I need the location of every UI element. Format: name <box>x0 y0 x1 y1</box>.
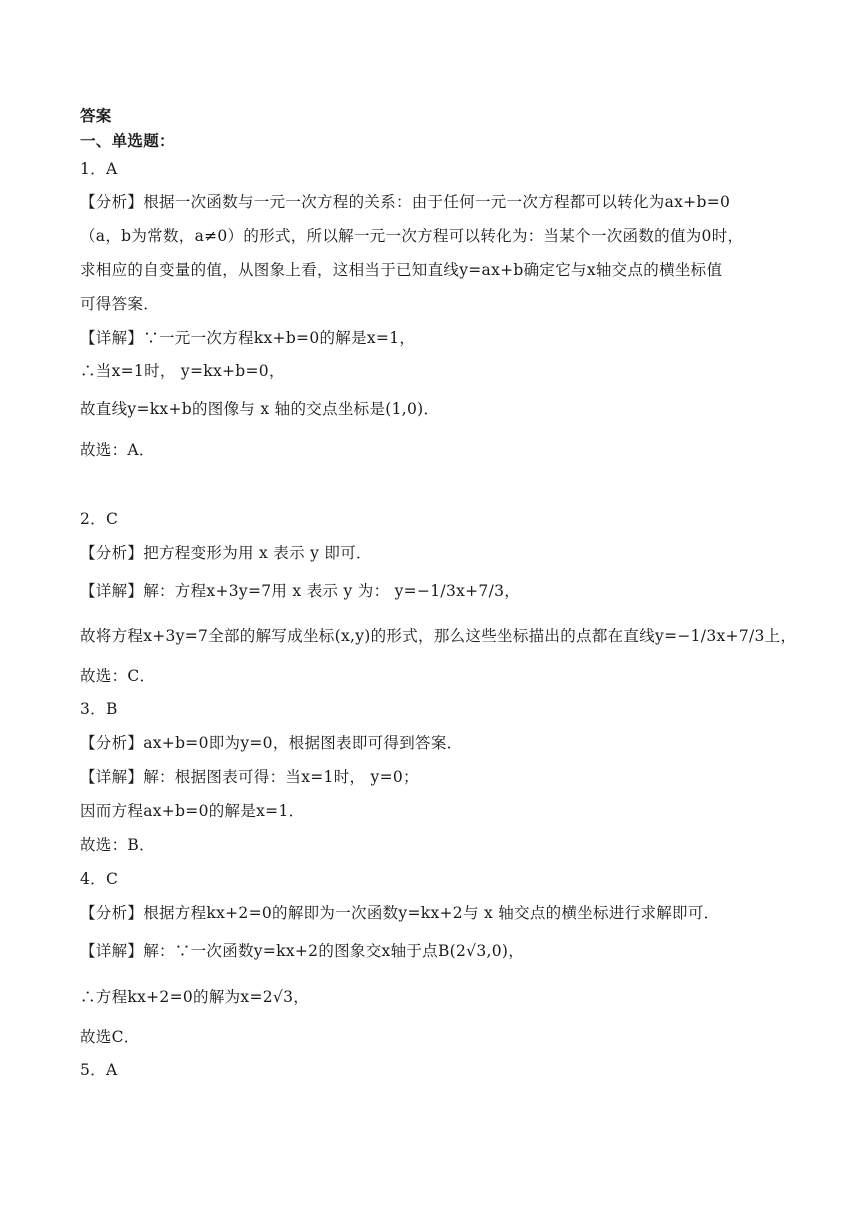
answer-1-label: 1．A <box>80 160 118 178</box>
answer-1-analysis-line-3: 求相应的自变量的值，从图象上看，这相当于已知直线y=ax+b确定它与x轴交点的横坐标值 <box>80 261 723 279</box>
answer-1-analysis-line-1: 【分析】根据一次函数与一元一次方程的关系：由于任何一元一次方程都可以转化为ax+b=0 <box>80 193 731 211</box>
answer-2-detail-line-1: 【详解】解：方程x+3y=7用 x 表示 y 为： y=−1/3x+7/3， <box>80 582 521 600</box>
answer-4-detail-line-2: ∴方程kx+2=0的解为x=2√3， <box>80 988 310 1006</box>
answer-1-analysis-line-2: （a，b为常数，a≠0）的形式，所以解一元一次方程可以转化为：当某个一次函数的值为0时， <box>80 227 744 245</box>
answer-4-detail-line-1: 【详解】解：∵一次函数y=kx+2的图象交x轴于点B(2√3,0)， <box>80 942 525 960</box>
answer-3-detail-line-2: 因而方程ax+b=0的解是x=1． <box>80 802 305 820</box>
answer-3-detail-line-1: 【详解】解：根据图表可得：当x=1时， y=0； <box>80 768 419 786</box>
answer-4-analysis: 【分析】根据方程kx+2=0的解即为一次函数y=kx+2与 x 轴交点的横坐标进行求解即可． <box>80 904 720 922</box>
answer-1-detail-line-2: ∴当x=1时， y=kx+b=0， <box>80 362 285 380</box>
answer-2-label: 2．C <box>80 510 119 528</box>
answer-4-label: 4．C <box>80 870 119 888</box>
answer-2-analysis: 【分析】把方程变形为用 x 表示 y 即可． <box>80 544 372 562</box>
answer-1-detail-line-1: 【详解】∵一元一次方程kx+b=0的解是x=1， <box>80 329 416 347</box>
answer-3-choice: 故选：B． <box>80 836 155 854</box>
answer-2-detail-line-2: 故将方程x+3y=7全部的解写成坐标(x,y)的形式，那么这些坐标描出的点都在直线y=−1/3x+7/3上， <box>80 627 797 645</box>
answer-3-label: 3．B <box>80 700 118 718</box>
answer-4-choice: 故选C． <box>80 1028 140 1046</box>
page-title: 答案 <box>80 106 112 125</box>
answer-2-choice: 故选：C． <box>80 667 156 685</box>
answer-1-choice: 故选：A． <box>80 441 155 459</box>
answer-5-label: 5．A <box>80 1061 118 1079</box>
answer-3-analysis: 【分析】ax+b=0即为y=0，根据图表即可得到答案． <box>80 734 463 752</box>
answer-1-detail-line-3: 故直线y=kx+b的图像与 x 轴的交点坐标是(1,0)． <box>80 400 440 418</box>
section-heading: 一、单选题： <box>80 131 175 150</box>
answer-1-analysis-line-4: 可得答案． <box>80 295 160 313</box>
